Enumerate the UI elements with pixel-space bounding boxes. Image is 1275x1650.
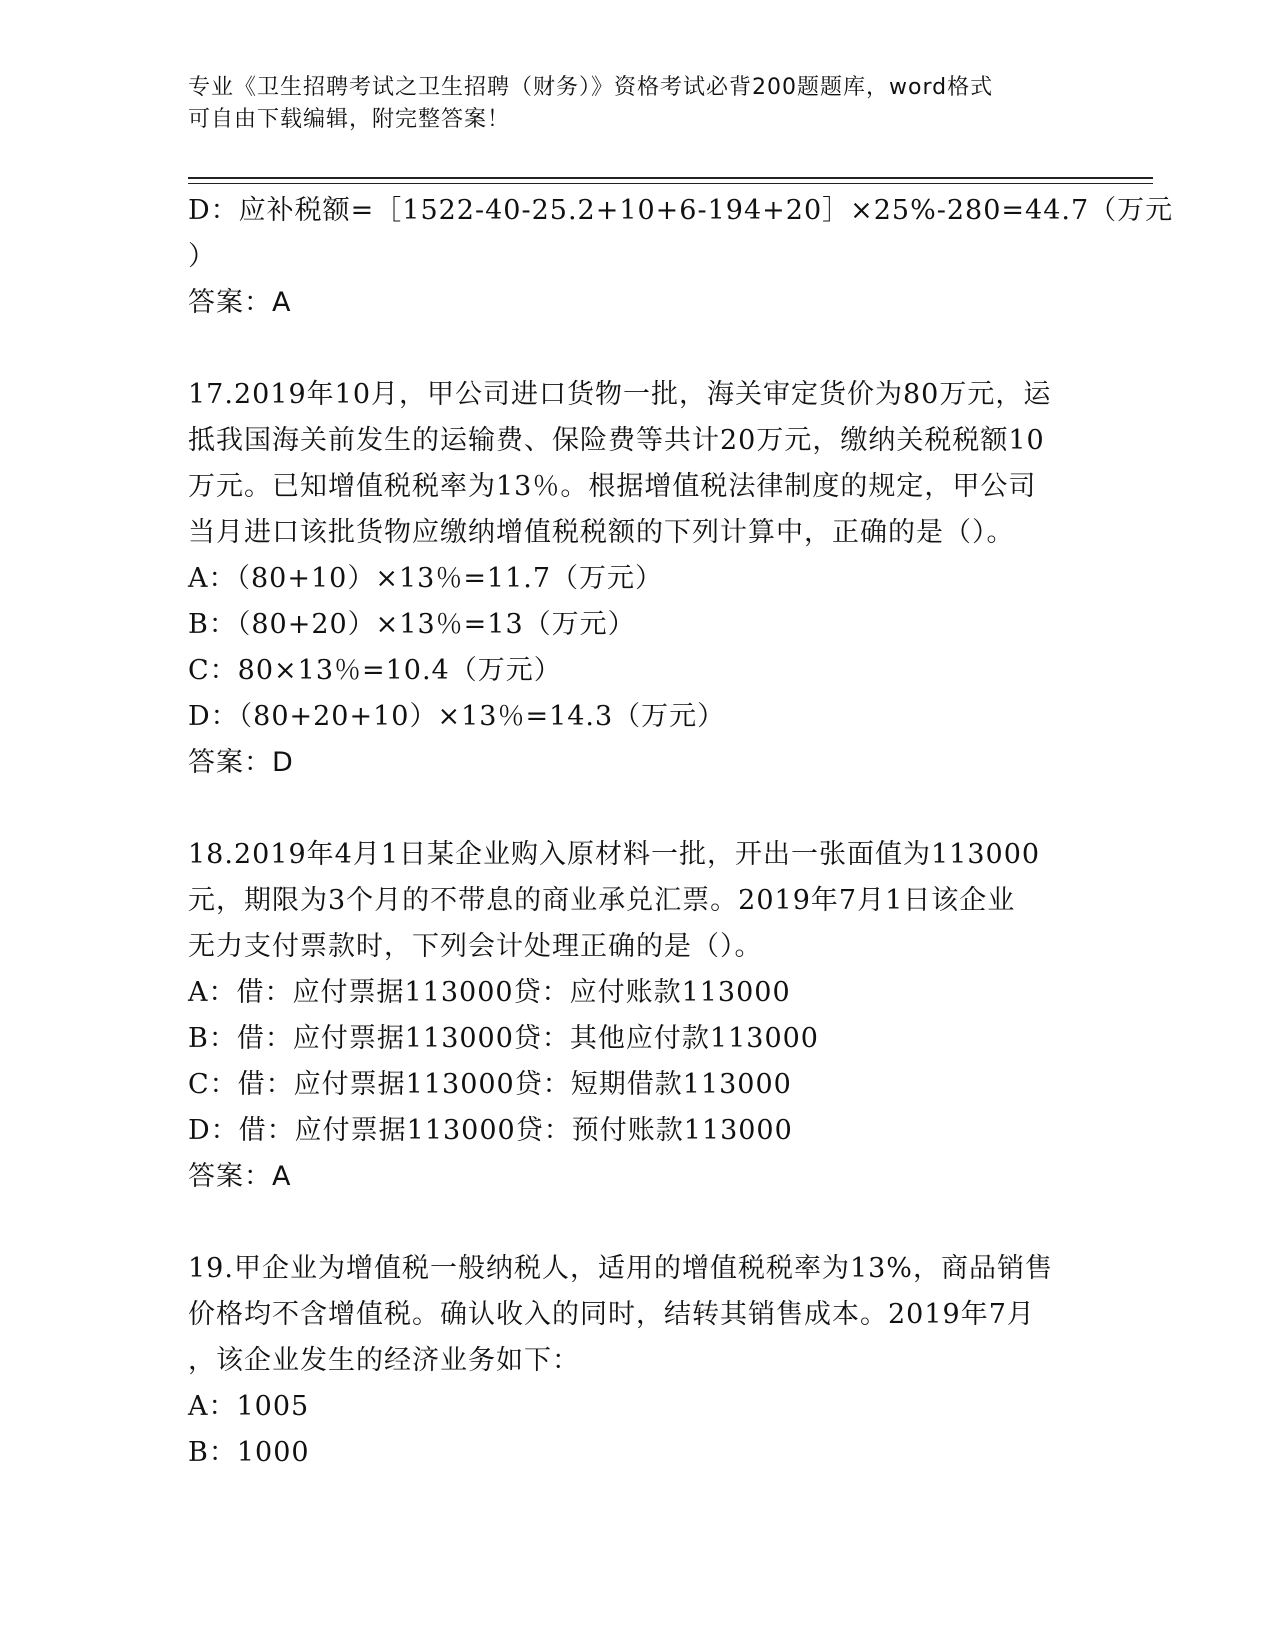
question-18: [188, 832, 1088, 1200]
option-d: D：借：应付票据113000贷：预付账款113000: [188, 1115, 793, 1146]
question-19: [188, 1246, 1088, 1476]
question-text-line: 价格均不含增值税。确认收入的同时，结转其销售成本。2019年7月: [188, 1299, 1035, 1330]
question-text-line: 万元。已知增值税税率为13％。根据增值税法律制度的规定，甲公司: [188, 471, 1037, 502]
document-body: [188, 188, 1174, 1476]
option-a: A：（80+10）×13％=11.7（万元）: [188, 563, 664, 594]
question-text-line: 17.2019年10月，甲公司进口货物一批，海关审定货价为80万元，运: [188, 379, 1052, 410]
option-a: A：借：应付票据113000贷：应付账款113000: [188, 977, 791, 1008]
question-text-line: 18.2019年4月1日某企业购入原材料一批，开出一张面值为113000: [188, 839, 1041, 870]
option-d-continuation: ）: [188, 241, 216, 272]
header-title-line-1: 专业《卫生招聘考试之卫生招聘（财务）》资格考试必背200题题库，word格式: [188, 75, 994, 100]
header-divider-thick: [188, 177, 1153, 179]
option-c: C：80×13％=10.4（万元）: [188, 655, 562, 686]
option-c: C：借：应付票据113000贷：短期借款113000: [188, 1069, 792, 1100]
option-d: D：应补税额=［1522-40-25.2+10+6-194+20］×25%-280=44.7（万元: [188, 195, 1174, 226]
option-b: B：（80+20）×13％=13（万元）: [188, 609, 636, 640]
question-text-line: 抵我国海关前发生的运输费、保险费等共计20万元，缴纳关税税额10: [188, 425, 1045, 456]
question-text-line: 元，期限为3个月的不带息的商业承兑汇票。2019年7月1日该企业: [188, 885, 1016, 916]
page-header: [188, 72, 1068, 136]
question-text-line: 无力支付票款时，下列会计处理正确的是（）。: [188, 931, 763, 962]
option-b: B：1000: [188, 1437, 310, 1468]
question-text-line: 当月进口该批货物应缴纳增值税税额的下列计算中，正确的是（）。: [188, 517, 1015, 548]
option-d: D：（80+20+10）×13％=14.3（万元）: [188, 701, 726, 732]
header-title-line-2: 可自由下载编辑，附完整答案！: [188, 107, 511, 132]
previous-question-tail: [188, 188, 1174, 326]
question-text-line: ，该企业发生的经济业务如下：: [188, 1345, 580, 1376]
answer-label: 答案：A: [188, 287, 292, 318]
option-b: B：借：应付票据113000贷：其他应付款113000: [188, 1023, 819, 1054]
header-divider-thin: [188, 183, 1153, 184]
option-a: A：1005: [188, 1391, 310, 1422]
question-text-line: 19.甲企业为增值税一般纳税人，适用的增值税税率为13%，商品销售: [188, 1253, 1053, 1284]
answer-label: 答案：D: [188, 747, 294, 778]
question-17: [188, 372, 1088, 786]
answer-label: 答案：A: [188, 1161, 292, 1192]
